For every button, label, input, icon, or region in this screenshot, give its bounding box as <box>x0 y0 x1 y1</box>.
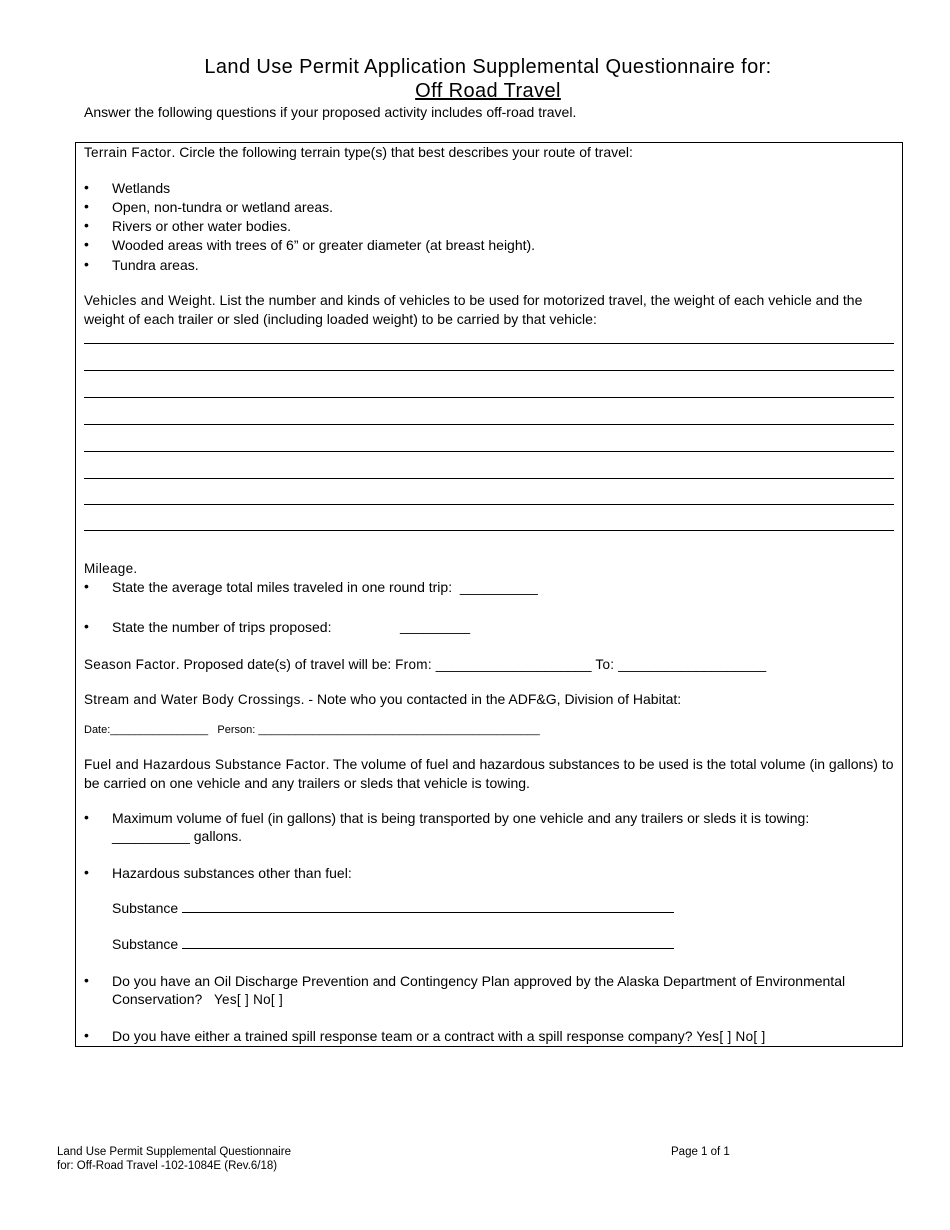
terrain-option-rivers[interactable]: Rivers or other water bodies. <box>112 218 291 234</box>
stream-person-label: Person: <box>217 724 256 736</box>
vehicles-answer-line[interactable] <box>84 397 894 398</box>
intro-text: Answer the following questions if your proposed activity includes off-road travel. <box>84 104 577 120</box>
mileage-trips-label: State the number of trips proposed: <box>112 619 332 635</box>
spill-response-label: Do you have either a trained spill response team or a contract with a spill response company? <box>112 1028 693 1044</box>
terrain-label: Terrain Factor <box>84 145 172 160</box>
substance-row-1 <box>112 900 674 916</box>
bullet-icon: • <box>84 864 89 880</box>
bullet-icon: • <box>84 809 89 825</box>
bullet-icon: • <box>84 256 89 272</box>
bullet-icon: • <box>84 217 89 233</box>
stream-person-field[interactable]: ______________________________________________ <box>258 724 540 736</box>
fuel-max-question <box>112 809 872 845</box>
substance-label: Substance <box>112 936 179 952</box>
substance-row-2 <box>112 936 674 952</box>
fuel-max-label: Maximum volume of fuel (in gallons) that is being transported by one vehicle and any trailers or sleds it is towing: <box>112 810 810 826</box>
terrain-instruction: . Circle the following terrain type(s) that best describes your route of travel: <box>171 144 633 160</box>
season-section <box>84 655 896 674</box>
fuel-text: . The volume of fuel and hazardous substances to be used is the total volume (in gallons) to be carried on one vehicle and any trailers or sleds that vehicle is towing. <box>84 756 894 791</box>
fuel-section-heading <box>84 755 896 792</box>
spill-response-yes-no[interactable]: Yes[ ] No[ ] <box>696 1029 766 1044</box>
season-from-field[interactable]: ____________________ <box>435 656 592 672</box>
terrain-option-tundra[interactable]: Tundra areas. <box>112 257 199 273</box>
mileage-round-trip-field[interactable]: __________ <box>459 579 538 595</box>
oil-plan-label: Do you have an Oil Discharge Prevention and Contingency Plan approved by the Alaska Department of Environmental Conservation? <box>112 973 846 1007</box>
vehicles-answer-line[interactable] <box>84 504 894 505</box>
terrain-section-heading <box>84 143 896 162</box>
season-to-label: To: <box>595 657 615 672</box>
vehicles-instruction: . List the number and kinds of vehicles to be used for motorized travel, the weight of each vehicle and the weight of each trailer or sled (including loaded weight) to be carried by that vehicle: <box>84 292 863 327</box>
bullet-icon: • <box>84 618 89 634</box>
fuel-max-field[interactable]: __________ <box>112 828 190 844</box>
vehicles-label: Vehicles and Weight <box>84 293 212 308</box>
stream-date-field[interactable]: ________________ <box>110 724 209 736</box>
footer-form-id <box>57 1145 291 1173</box>
bullet-icon: • <box>84 179 89 195</box>
stream-text: . - Note who you contacted in the ADF&G, Division of Habitat: <box>300 691 682 707</box>
terrain-option-open[interactable]: Open, non-tundra or wetland areas. <box>112 199 334 215</box>
bullet-icon: • <box>84 1027 89 1043</box>
document-subtitle: Off Road Travel <box>415 80 561 102</box>
spill-response-question <box>112 1027 892 1046</box>
footer-line-2: for: Off-Road Travel -102-1084E (Rev.6/18) <box>57 1160 278 1172</box>
mileage-trips-field[interactable]: _________ <box>400 618 471 634</box>
season-text: . Proposed date(s) of travel will be: <box>175 656 392 672</box>
oil-plan-yes-no[interactable]: Yes[ ] No[ ] <box>213 992 284 1007</box>
fuel-label: Fuel and Hazardous Substance Factor <box>84 757 326 772</box>
footer-line-1: Land Use Permit Supplemental Questionnaire <box>57 1146 291 1158</box>
season-to-field[interactable]: ___________________ <box>618 656 767 672</box>
season-label: Season Factor <box>84 657 176 672</box>
substance-field[interactable] <box>182 912 674 913</box>
bullet-icon: • <box>84 972 89 988</box>
oil-plan-question <box>112 972 882 1009</box>
vehicles-answer-line[interactable] <box>84 343 894 344</box>
bullet-icon: • <box>84 198 89 214</box>
mileage-round-trip-label: State the average total miles traveled in one round trip: <box>112 579 453 595</box>
vehicles-section-heading <box>84 291 896 328</box>
fuel-hazardous-label: Hazardous substances other than fuel: <box>112 865 352 881</box>
season-from-label: From: <box>395 657 432 672</box>
stream-label: Stream and Water Body Crossings <box>84 692 301 707</box>
mileage-round-trip-question <box>112 578 538 596</box>
terrain-option-wetlands[interactable]: Wetlands <box>112 180 171 196</box>
stream-section <box>84 690 896 709</box>
document-title: Land Use Permit Application Supplemental Questionnaire for: <box>204 56 772 78</box>
vehicles-answer-line[interactable] <box>84 478 894 479</box>
vehicles-answer-line[interactable] <box>84 451 894 452</box>
substance-label: Substance <box>112 900 179 916</box>
stream-date-label: Date: <box>84 724 111 736</box>
footer-page-number: Page 1 of 1 <box>671 1146 730 1158</box>
bullet-icon: • <box>84 578 89 594</box>
bullet-icon: • <box>84 236 89 252</box>
substance-field[interactable] <box>182 948 674 949</box>
stream-contact-row <box>84 724 540 736</box>
terrain-option-wooded[interactable]: Wooded areas with trees of 6” or greater diameter (at breast height). <box>112 237 536 253</box>
vehicles-answer-line[interactable] <box>84 530 894 531</box>
mileage-label: Mileage. <box>84 561 138 576</box>
vehicles-answer-line[interactable] <box>84 424 894 425</box>
fuel-max-unit: gallons. <box>193 828 243 844</box>
vehicles-answer-line[interactable] <box>84 370 894 371</box>
